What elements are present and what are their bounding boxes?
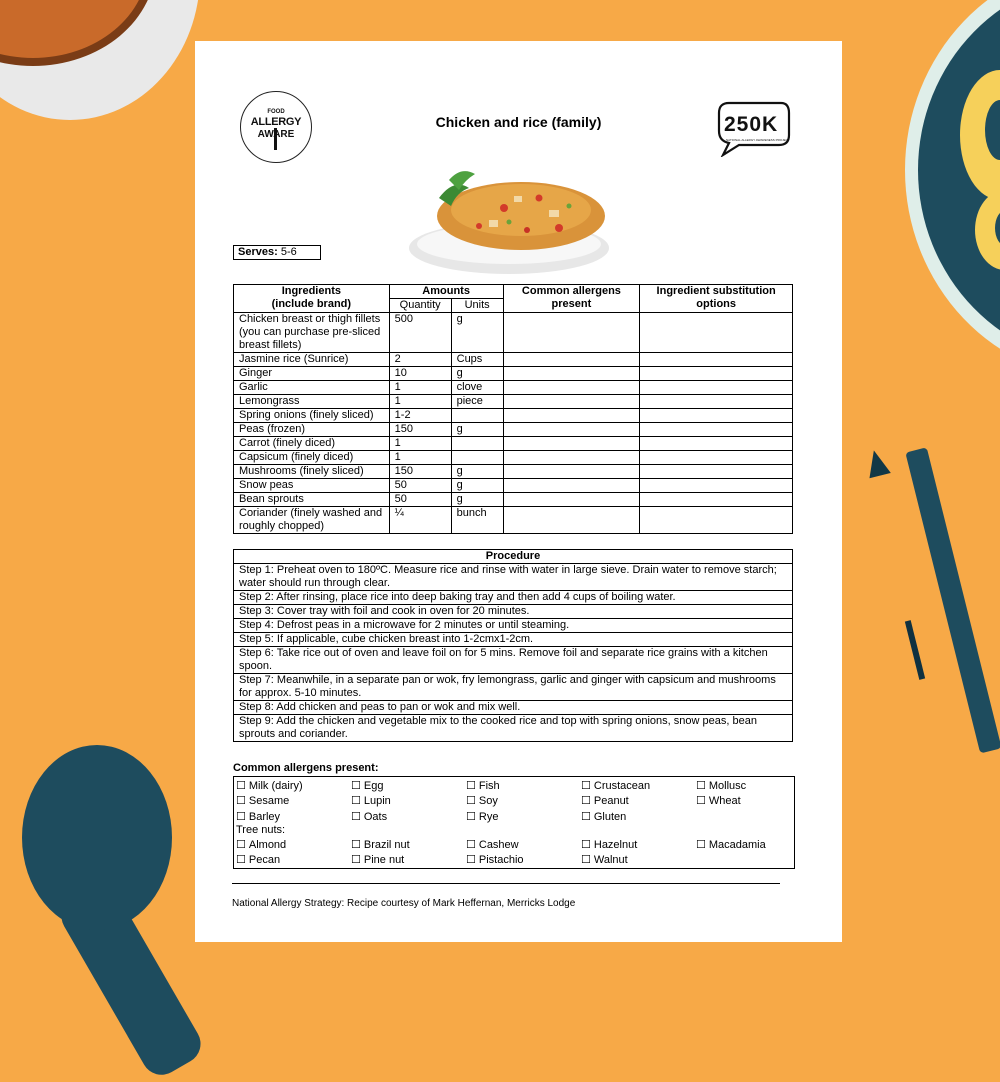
- allergen-label: Rye: [478, 811, 499, 823]
- table-row: [234, 619, 793, 633]
- ingredient-allergens: [503, 367, 640, 381]
- table-row: [234, 395, 793, 409]
- allergen-checkbox[interactable]: [351, 779, 383, 792]
- allergen-checkbox[interactable]: [581, 794, 629, 807]
- allergen-label: Pistachio: [478, 854, 524, 866]
- header-allergens-title: Common allergens: [521, 285, 621, 297]
- table-row: [234, 715, 793, 742]
- spoon-decoration: [22, 745, 172, 930]
- tree-nuts-label: Tree nuts:: [236, 824, 286, 836]
- table-row: [234, 465, 793, 479]
- serves-value: 5-6: [280, 246, 297, 258]
- procedure-step: Step 8: Add chicken and peas to pan or wok and mix well.: [234, 701, 793, 715]
- header-allergens: [503, 285, 640, 313]
- checkbox-icon[interactable]: ☐: [696, 839, 706, 851]
- header-amounts: Amounts: [389, 285, 503, 299]
- table-row: [234, 313, 793, 353]
- ingredient-allergens: [503, 409, 640, 423]
- ingredient-unit: g: [451, 423, 503, 437]
- ingredient-substitution: [640, 451, 793, 465]
- ingredient-unit: clove: [451, 381, 503, 395]
- checkbox-icon[interactable]: ☐: [236, 795, 246, 807]
- checkbox-icon[interactable]: ☐: [696, 795, 706, 807]
- allergen-label: Mollusc: [708, 780, 747, 792]
- ingredient-substitution: [640, 437, 793, 451]
- allergen-label: Crustacean: [593, 780, 651, 792]
- ingredient-name: Mushrooms (finely sliced): [234, 465, 390, 479]
- ingredient-unit: g: [451, 313, 503, 353]
- procedure-step: Step 3: Cover tray with foil and cook in oven for 20 minutes.: [234, 605, 793, 619]
- ingredient-quantity: 2: [389, 353, 451, 367]
- recipe-title: Chicken and rice (family): [435, 114, 602, 130]
- ingredient-unit: Cups: [451, 353, 503, 367]
- table-row: [234, 507, 793, 534]
- allergen-checkbox[interactable]: [581, 838, 637, 851]
- checkbox-icon[interactable]: ☐: [351, 780, 361, 792]
- ingredient-quantity: 1-2: [389, 409, 451, 423]
- ingredient-unit: piece: [451, 395, 503, 409]
- footer-divider: [232, 883, 780, 884]
- checkbox-icon[interactable]: ☐: [466, 795, 476, 807]
- checkbox-icon[interactable]: ☐: [696, 780, 706, 792]
- checkbox-icon[interactable]: ☐: [351, 839, 361, 851]
- ingredient-allergens: [503, 353, 640, 367]
- procedure-body: [234, 564, 793, 742]
- checkbox-icon[interactable]: ☐: [351, 854, 361, 866]
- allergen-label: Brazil nut: [363, 839, 410, 851]
- ingredient-allergens: [503, 451, 640, 465]
- table-row: [234, 479, 793, 493]
- allergen-checkbox[interactable]: [236, 779, 303, 792]
- allergens-heading: Common allergens present:: [233, 762, 379, 774]
- header-allergens-sub: present: [551, 298, 592, 310]
- ingredient-quantity: 1: [389, 451, 451, 465]
- allergen-label: Peanut: [593, 795, 629, 807]
- ingredient-unit: g: [451, 465, 503, 479]
- ingredient-unit: [451, 437, 503, 451]
- header-substitution: [640, 285, 793, 313]
- ingredient-substitution: [640, 507, 793, 534]
- allergen-checkbox[interactable]: [351, 810, 387, 823]
- header-ingredients-sub: (include brand): [271, 298, 352, 310]
- ingredient-unit: g: [451, 493, 503, 507]
- table-row: [234, 367, 793, 381]
- table-row: [234, 564, 793, 591]
- allergen-label: Hazelnut: [593, 839, 638, 851]
- ingredient-name: Carrot (finely diced): [234, 437, 390, 451]
- ingredient-unit: g: [451, 479, 503, 493]
- checkbox-icon[interactable]: ☐: [466, 780, 476, 792]
- table-row: [234, 591, 793, 605]
- allergen-label: Oats: [363, 811, 388, 823]
- ingredient-substitution: [640, 367, 793, 381]
- ingredient-name: Garlic: [234, 381, 390, 395]
- ingredient-quantity: 1: [389, 381, 451, 395]
- allergen-label: Walnut: [593, 854, 628, 866]
- allergen-checkbox[interactable]: [351, 794, 391, 807]
- logo-line-2: ALLERGY: [250, 116, 302, 128]
- allergen-label: Macadamia: [708, 839, 766, 851]
- table-row: [234, 701, 793, 715]
- pen-decoration: [905, 447, 1000, 753]
- ingredient-substitution: [640, 395, 793, 409]
- checkbox-icon[interactable]: ☐: [581, 811, 591, 823]
- ingredient-allergens: [503, 507, 640, 534]
- footer-credit: National Allergy Strategy: Recipe courtesy of Mark Heffernan, Merricks Lodge: [232, 898, 576, 909]
- checkbox-icon[interactable]: ☐: [351, 811, 361, 823]
- allergen-label: Soy: [478, 795, 498, 807]
- ingredient-quantity: 1: [389, 437, 451, 451]
- table-header-row: [234, 285, 793, 299]
- logo-subtext: NATIONAL ALLERGY AWARENESS PROJECT: [726, 138, 790, 142]
- ingredient-quantity: 50: [389, 479, 451, 493]
- ingredient-name: Chicken breast or thigh fillets (you can purchase pre-sliced breast fillets): [234, 313, 390, 353]
- table-row: [234, 633, 793, 647]
- allergen-checkbox[interactable]: [351, 853, 404, 866]
- allergen-checkbox[interactable]: [236, 810, 280, 823]
- checkbox-icon[interactable]: ☐: [466, 854, 476, 866]
- header-ingredients: [234, 285, 390, 313]
- allergen-label: Cashew: [478, 839, 519, 851]
- ingredient-quantity: ¼: [389, 507, 451, 534]
- ingredient-name: Ginger: [234, 367, 390, 381]
- ingredient-quantity: 150: [389, 423, 451, 437]
- allergen-checkbox[interactable]: [581, 810, 626, 823]
- allergen-label: Gluten: [593, 811, 627, 823]
- ingredient-unit: g: [451, 367, 503, 381]
- ingredient-quantity: 1: [389, 395, 451, 409]
- checkbox-icon[interactable]: ☐: [581, 839, 591, 851]
- allergen-label: Milk (dairy): [248, 780, 303, 792]
- ingredient-substitution: [640, 465, 793, 479]
- allergen-label: Pine nut: [363, 854, 405, 866]
- allergen-label: Wheat: [708, 795, 741, 807]
- allergen-row: [234, 853, 794, 867]
- header-quantity: Quantity: [389, 299, 451, 313]
- allergen-checkbox[interactable]: [696, 794, 741, 807]
- ingredient-allergens: [503, 381, 640, 395]
- pen-tip-decoration: [863, 448, 891, 479]
- allergen-row: [234, 794, 794, 808]
- ingredient-substitution: [640, 423, 793, 437]
- logo-line-1: FOOD: [267, 109, 285, 115]
- ingredient-unit: [451, 409, 503, 423]
- ingredient-unit: bunch: [451, 507, 503, 534]
- allergen-checkbox[interactable]: [351, 838, 410, 851]
- serves-label: Serves:: [238, 246, 278, 258]
- procedure-step: Step 9: Add the chicken and vegetable mix to the cooked rice and top with spring onions, snow peas, bean sprouts and coriander.: [234, 715, 793, 742]
- checkbox-icon[interactable]: ☐: [581, 854, 591, 866]
- allergen-checkbox[interactable]: [466, 810, 498, 823]
- checkbox-icon[interactable]: ☐: [351, 795, 361, 807]
- checkbox-icon[interactable]: ☐: [236, 854, 246, 866]
- procedure-step: Step 5: If applicable, cube chicken breast into 1-2cmx1-2cm.: [234, 633, 793, 647]
- allergen-label: Fish: [478, 780, 500, 792]
- logo-text: 250K: [724, 113, 779, 136]
- allergen-label: Pecan: [248, 854, 281, 866]
- allergen-checkbox[interactable]: [466, 853, 524, 866]
- procedure-header-row: [234, 550, 793, 564]
- checkbox-icon[interactable]: ☐: [236, 780, 246, 792]
- ingredient-quantity: 500: [389, 313, 451, 353]
- allergens-checklist: [233, 776, 795, 869]
- checkbox-icon[interactable]: ☐: [581, 795, 591, 807]
- allergen-row: [234, 838, 794, 852]
- ingredient-allergens: [503, 479, 640, 493]
- allergen-checkbox[interactable]: [466, 794, 498, 807]
- ingredient-substitution: [640, 381, 793, 395]
- allergen-checkbox[interactable]: [581, 779, 650, 792]
- allergen-checkbox[interactable]: [236, 794, 289, 807]
- allergen-checkbox[interactable]: [466, 779, 500, 792]
- ingredients-body: [234, 313, 793, 534]
- ingredients-table: [233, 284, 793, 534]
- allergen-label: Almond: [248, 839, 287, 851]
- procedure-step: Step 1: Preheat oven to 180ºC. Measure rice and rinse with water in large sieve. Drain water to remove starch; water should run through clear.: [234, 564, 793, 591]
- ingredient-name: Coriander (finely washed and roughly chopped): [234, 507, 390, 534]
- ingredient-allergens: [503, 465, 640, 479]
- procedure-step: Step 4: Defrost peas in a microwave for 2 minutes or until steaming.: [234, 619, 793, 633]
- ingredient-allergens: [503, 437, 640, 451]
- ingredient-unit: [451, 451, 503, 465]
- chicken-rice-photo: [409, 158, 615, 278]
- header-ingredients-title: Ingredients: [281, 285, 341, 297]
- table-row: [234, 647, 793, 674]
- procedure-step: Step 2: After rinsing, place rice into deep baking tray and then add 4 cups of boiling water.: [234, 591, 793, 605]
- ingredient-quantity: 10: [389, 367, 451, 381]
- header-substitution-title: Ingredient substitution: [656, 285, 776, 297]
- pen-clip-decoration: [905, 620, 925, 680]
- procedure-table: [233, 549, 793, 742]
- header-units: Units: [451, 299, 503, 313]
- ingredient-quantity: 50: [389, 493, 451, 507]
- procedure-step: Step 6: Take rice out of oven and leave foil on for 5 mins. Remove foil and separate rice grains with a kitchen spoon.: [234, 647, 793, 674]
- allergen-checkbox[interactable]: [696, 838, 766, 851]
- allergen-row: [234, 810, 794, 824]
- allergen-label: Lupin: [363, 795, 391, 807]
- table-row: [234, 451, 793, 465]
- ingredient-quantity: 150: [389, 465, 451, 479]
- logo-line-3: AWARE: [257, 129, 295, 140]
- ingredient-name: Peas (frozen): [234, 423, 390, 437]
- ingredient-substitution: [640, 409, 793, 423]
- table-row: [234, 605, 793, 619]
- table-row: [234, 423, 793, 437]
- table-row: [234, 409, 793, 423]
- allergen-label: Barley: [248, 811, 281, 823]
- checkbox-icon[interactable]: ☐: [581, 780, 591, 792]
- checkbox-icon[interactable]: ☐: [466, 839, 476, 851]
- ingredient-name: Lemongrass: [234, 395, 390, 409]
- serves-box: [233, 245, 321, 260]
- ingredient-substitution: [640, 479, 793, 493]
- allergen-label: Egg: [363, 780, 384, 792]
- ingredient-name: Jasmine rice (Sunrice): [234, 353, 390, 367]
- allergen-checkbox[interactable]: [236, 853, 280, 866]
- allergen-label: Sesame: [248, 795, 290, 807]
- table-row: [234, 674, 793, 701]
- table-row: [234, 353, 793, 367]
- ingredient-substitution: [640, 353, 793, 367]
- ingredient-name: Snow peas: [234, 479, 390, 493]
- table-row: [234, 493, 793, 507]
- ingredient-name: Capsicum (finely diced): [234, 451, 390, 465]
- allergen-checkbox[interactable]: [466, 838, 519, 851]
- allergen-checkbox[interactable]: [581, 853, 628, 866]
- allergen-checkbox[interactable]: [236, 838, 286, 851]
- checkbox-icon[interactable]: ☐: [236, 811, 246, 823]
- checkbox-icon[interactable]: ☐: [466, 811, 476, 823]
- ingredient-allergens: [503, 493, 640, 507]
- ingredient-substitution: [640, 493, 793, 507]
- checkbox-icon[interactable]: ☐: [236, 839, 246, 851]
- ingredient-name: Spring onions (finely sliced): [234, 409, 390, 423]
- allergen-row: [234, 779, 794, 793]
- allergen-checkbox[interactable]: [696, 779, 746, 792]
- ingredient-substitution: [640, 313, 793, 353]
- recipe-sheet: [195, 41, 842, 942]
- header-substitution-sub: options: [696, 298, 736, 310]
- table-row: [234, 437, 793, 451]
- ingredient-allergens: [503, 423, 640, 437]
- ingredient-allergens: [503, 395, 640, 409]
- ingredient-allergens: [503, 313, 640, 353]
- ingredient-name: Bean sprouts: [234, 493, 390, 507]
- table-row: [234, 381, 793, 395]
- procedure-heading: Procedure: [234, 550, 793, 564]
- procedure-step: Step 7: Meanwhile, in a separate pan or wok, fry lemongrass, garlic and ginger with capsicum and mushrooms for approx. 5-10 minutes.: [234, 674, 793, 701]
